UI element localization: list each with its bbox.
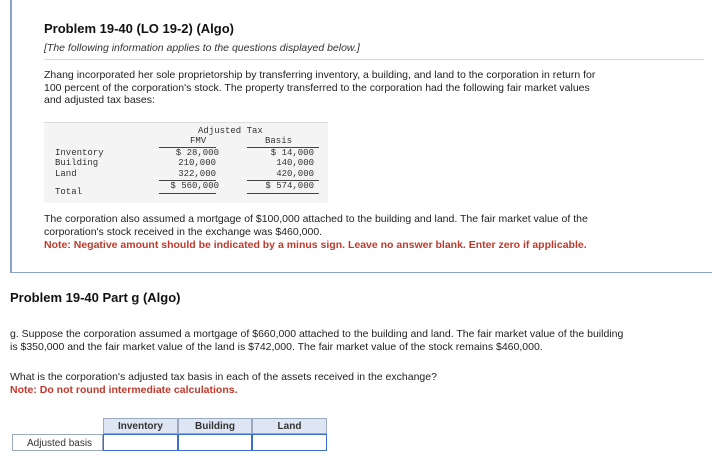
problem-paragraph-1 [44,69,684,107]
question-line: g. Suppose the corporation assumed a mortgage of $660,000 attached to the building and land. The fair market value of the building [10,328,624,340]
question-text [10,328,710,353]
row-fmv: 322,000 [178,169,216,179]
row-basis: 140,000 [276,158,314,168]
total-label: Total [55,187,83,197]
row-fmv: 210,000 [178,158,216,168]
paragraph-line: Zhang incorporated her sole proprietorship by transferring inventory, a building, and land to the corporation in return for [44,69,596,81]
header-basis-1: Adjusted Tax [198,126,263,136]
paragraph-line: and adjusted tax bases: [44,94,155,106]
paragraph-line: corporation's stock received in the exchange was $460,000. [44,225,323,238]
header-fmv: FMV [190,136,207,146]
row-label: Inventory [55,148,104,158]
row-label: Building [55,158,99,168]
header-inventory: Inventory [103,418,178,434]
row-basis: 420,000 [276,169,314,179]
row-basis: $ 14,000 [270,148,314,158]
total-double-rule [159,193,216,194]
row-label: Land [55,169,77,179]
header-land: Land [252,418,327,434]
total-fmv: $ 560,000 [170,181,219,191]
intro-note: [The following information applies to the questions displayed below.] [44,42,360,54]
negative-amount-note: Note: Negative amount should be indicated by a minus sign. Leave no answer blank. Enter zero if applicable. [44,239,587,251]
total-double-rule [247,193,319,194]
paragraph-line: 100 percent of the corporation's stock. The property transferred to the corporation had the following fair market values [44,81,590,94]
land-basis-input[interactable] [252,434,327,451]
part-title: Problem 19-40 Part g (Algo) [10,290,181,305]
total-basis: $ 574,000 [265,181,314,191]
adjusted-basis-label: Adjusted basis [12,434,103,451]
question-line: is $350,000 and the fair market value of the land is $742,000. The fair market value of the stock remains $460,000. [10,340,543,353]
inventory-basis-input[interactable] [103,434,178,451]
header-basis-2: Basis [265,136,293,146]
property-table [44,122,328,202]
building-basis-input[interactable] [178,434,252,451]
question-2: What is the corporation's adjusted tax basis in each of the assets received in the exchange? [10,371,437,383]
rounding-note: Note: Do not round intermediate calculations. [10,384,238,396]
problem-paragraph-2 [44,213,684,238]
problem-title: Problem 19-40 (LO 19-2) (Algo) [44,21,234,36]
divider [44,59,704,60]
paragraph-line: The corporation also assumed a mortgage of $100,000 attached to the building and land. The fair market value of the [44,213,588,225]
row-fmv: $ 28,000 [175,148,219,158]
header-building: Building [178,418,252,434]
